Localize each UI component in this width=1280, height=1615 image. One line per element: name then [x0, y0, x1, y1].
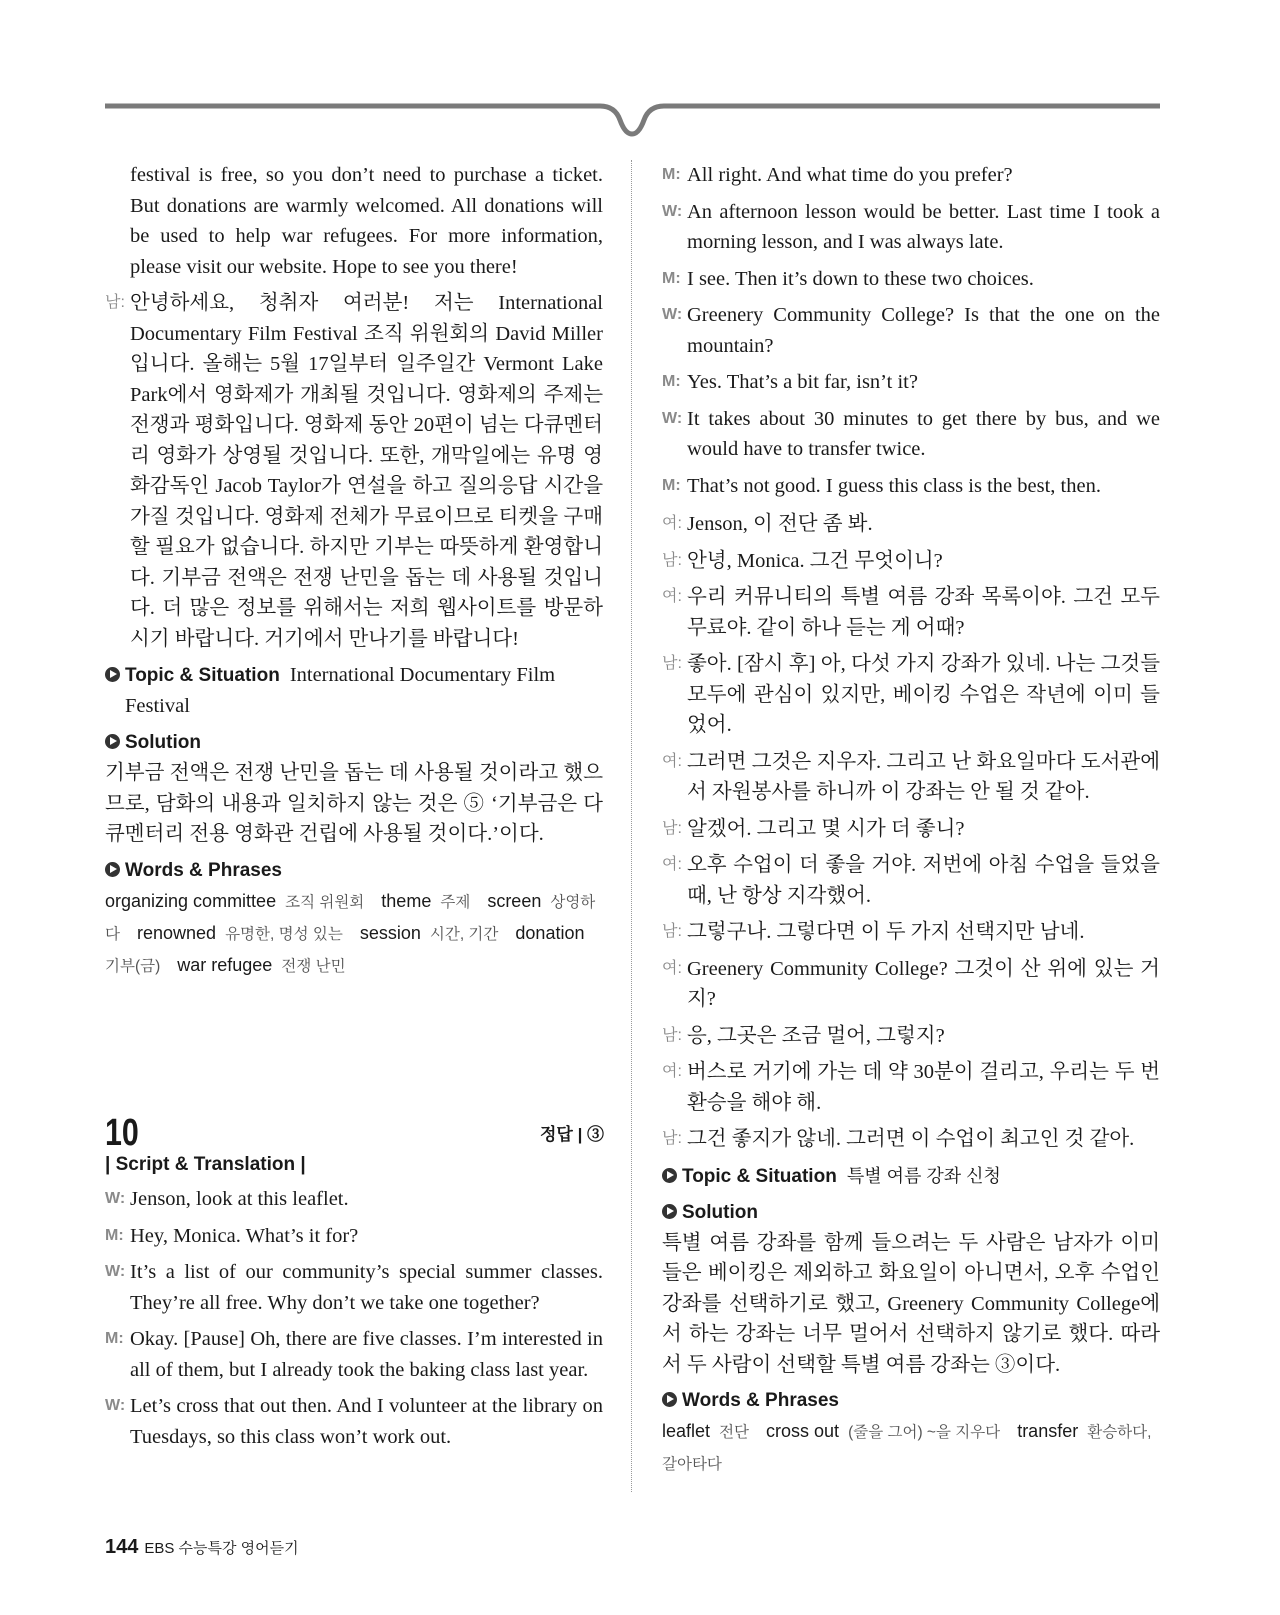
line-text: Let’s cross that out then. And I volunteer at the library on Tuesdays, so this class won’t work out. — [130, 1395, 603, 1448]
speaker-label: M: — [105, 1226, 124, 1244]
speaker-label: M: — [662, 166, 681, 183]
line-text: All right. And what time do you prefer? — [687, 164, 1013, 186]
dialogue-line — [662, 160, 1160, 191]
word-term: war refugee — [177, 954, 273, 975]
line-text: 그러면 그것은 지우자. 그리고 난 화요일마다 도서관에서 자원봉사를 하니까 이 강좌는 안 될 것 같아. — [687, 750, 1160, 803]
play-bullet-icon — [662, 1204, 677, 1219]
line-text: Jenson, look at this leaflet. — [130, 1188, 349, 1210]
question-number: 10 — [105, 1112, 139, 1154]
words-heading — [105, 856, 603, 886]
script-right — [662, 160, 1160, 501]
speaker-label: W: — [662, 202, 683, 220]
word-term: screen — [487, 890, 542, 911]
play-bullet-icon — [662, 1168, 677, 1183]
book-title: EBS 수능특강 영어듣기 — [144, 1540, 299, 1557]
left-column — [105, 160, 603, 982]
line-text: Greenery Community College? 그것이 산 위에 있는 거지? — [687, 957, 1160, 1010]
speaker-label: W: — [105, 1397, 126, 1414]
speaker-label: M: — [662, 269, 681, 287]
word-meaning: 상영하다 — [105, 893, 596, 943]
topic-value: International Documentary Film Festival — [125, 664, 556, 717]
speaker-label: 여: — [662, 856, 682, 873]
words-list — [105, 886, 603, 982]
line-text: Jenson, 이 전단 좀 봐. — [687, 513, 873, 535]
column-divider — [631, 160, 632, 1492]
translation-list — [662, 509, 1160, 1155]
word-meaning: 기부(금) — [105, 957, 161, 975]
speaker-label: 남: — [662, 923, 682, 940]
words-heading — [662, 1386, 1160, 1416]
dialogue-line — [662, 471, 1160, 502]
play-bullet-icon — [662, 1392, 677, 1407]
line-text: An afternoon lesson would be better. Last time I took a morning lesson, and I was always late. — [687, 200, 1160, 253]
dialogue-line — [105, 1391, 603, 1452]
words-list — [662, 1416, 1160, 1480]
word-meaning: 전단 — [719, 1424, 750, 1441]
line-text: It’s a list of our community’s special summer classes. They’re all free. Why don’t we take one together? — [130, 1261, 603, 1314]
topic-value: 특별 여름 강좌 신청 — [846, 1165, 1001, 1186]
speaker-label: W: — [105, 1190, 126, 1207]
speaker-label: W: — [105, 1263, 126, 1280]
word-term: organizing committee — [105, 890, 277, 911]
header-rule — [0, 0, 1280, 140]
word-meaning: 주제 — [440, 893, 471, 911]
dialogue-line — [662, 954, 1160, 1015]
word-meaning: 조직 위원회 — [285, 893, 365, 911]
speaker-label: W: — [662, 306, 683, 323]
speaker-label: 남: — [662, 1130, 682, 1147]
word-meaning: 환승하다, 갈아타다 — [662, 1424, 1152, 1473]
solution-text: 특별 여름 강좌를 함께 들으려는 두 사람은 남자가 이미 들은 베이킹은 제외하고 화요일이 아니면서, 오후 수업인 강좌를 선택하기로 했고, Greenery Community College에서 하는 강좌는 너무 멀어서 선택하지 않기로 했다. 따라서 두 사람이 선택할 특별 여름 강좌는 ③이다. — [662, 1231, 1160, 1376]
speaker-label: 남: — [662, 819, 682, 837]
line-text: It takes about 30 minutes to get there by bus, and we would have to transfer twice. — [687, 407, 1160, 460]
dialogue-line — [662, 747, 1160, 808]
dialogue-line — [105, 1257, 603, 1318]
topic-heading — [105, 660, 603, 722]
topic-label: Topic & Situation — [125, 665, 280, 686]
line-text: 좋아. [잠시 후] 아, 다섯 가지 강좌가 있네. 나는 그것들 모두에 관심이 있지만, 베이킹 수업은 작년에 이미 들었어. — [687, 653, 1160, 736]
line-text: Yes. That’s a bit far, isn’t it? — [687, 371, 918, 393]
word-term: leaflet — [662, 1421, 711, 1441]
line-text: I see. Then it’s down to these two choices. — [687, 267, 1034, 290]
line-text: Okay. [Pause] Oh, there are five classes. I’m interested in all of them, but I already took the baking class last year. — [130, 1328, 603, 1381]
dialogue-line — [662, 1057, 1160, 1118]
topic-heading — [662, 1161, 1160, 1192]
solution-heading — [662, 1198, 1160, 1228]
line-text: 우리 커뮤니티의 특별 여름 강좌 목록이야. 그건 모두 무료야. 같이 하나 듣는 게 어때? — [687, 586, 1160, 639]
speaker-label: 남: — [662, 1026, 682, 1044]
solution-label: Solution — [682, 1201, 758, 1223]
speaker-label: 여: — [662, 588, 682, 605]
dialogue-line — [105, 1324, 603, 1385]
dialogue-line — [662, 509, 1160, 540]
play-bullet-icon — [105, 667, 120, 682]
speaker-label: 여: — [662, 959, 682, 977]
speaker-label: 여: — [662, 1063, 682, 1080]
line-text: 응, 그곳은 조금 멀어, 그렇지? — [687, 1024, 945, 1047]
word-meaning: 전쟁 난민 — [281, 957, 346, 975]
word-term: session — [359, 922, 421, 943]
word-term: transfer — [1017, 1421, 1079, 1441]
speaker-label: M: — [105, 1330, 124, 1347]
solution-label: Solution — [125, 732, 201, 753]
words-label: Words & Phrases — [682, 1390, 839, 1411]
dialogue-line — [105, 1184, 603, 1215]
line-text: 그건 좋지가 않네. 그러면 이 수업이 최고인 것 같아. — [687, 1128, 1135, 1150]
dialogue-line — [662, 404, 1160, 465]
line-text: 버스로 거기에 가는 데 약 30분이 걸리고, 우리는 두 번 환승을 해야 해. — [687, 1061, 1160, 1114]
page-number: 144 — [105, 1536, 139, 1558]
play-bullet-icon — [105, 734, 120, 749]
speaker-label: 여: — [662, 752, 682, 770]
line-text: Hey, Monica. What’s it for? — [130, 1224, 359, 1247]
dialogue-line — [662, 582, 1160, 643]
line-text: That’s not good. I guess this class is the best, then. — [687, 474, 1101, 497]
word-meaning: 유명한, 명성 있는 — [225, 925, 343, 943]
script-title: | Script & Translation | — [105, 1154, 306, 1175]
line-text: 안녕, Monica. 그건 무엇이니? — [687, 549, 943, 572]
play-bullet-icon — [105, 862, 120, 877]
speaker-label: 남: — [105, 294, 125, 311]
word-term: donation — [515, 922, 585, 943]
dialogue-line — [662, 850, 1160, 911]
dialogue-line — [662, 264, 1160, 295]
line-text: 그렇구나. 그렇다면 이 두 가지 선택지만 남네. — [687, 921, 1085, 943]
footer — [105, 1536, 299, 1559]
dialogue-line — [662, 814, 1160, 845]
line-text: 알겠어. 그리고 몇 시가 더 좋니? — [687, 817, 965, 840]
dialogue-line — [662, 546, 1160, 577]
dialogue-line — [662, 197, 1160, 258]
dialogue-line — [662, 917, 1160, 948]
speaker-label: 남: — [662, 655, 682, 672]
speaker-label: 여: — [662, 515, 682, 532]
dialogue-line — [662, 649, 1160, 741]
word-term: cross out — [766, 1421, 840, 1441]
right-column — [662, 160, 1160, 1480]
dialogue-line — [105, 1221, 603, 1252]
script-continuation: festival is free, so you don’t need to purchase a ticket. But donations are warmly welcomed. All donations will be used to help war refugees. For more information, please visit our website. Hope to see you there! — [130, 164, 603, 278]
script-left — [105, 1184, 603, 1458]
solution-text: 기부금 전액은 전쟁 난민을 돕는 데 사용될 것이라고 했으므로, 담화의 내용과 일치하지 않는 것은 ⑤ ‘기부금은 다큐멘터리 전용 영화관 건립에 사용될 것이다.’이다. — [105, 762, 603, 845]
line-text: Greenery Community College? Is that the one on the mountain? — [687, 304, 1160, 357]
dialogue-line — [662, 1124, 1160, 1155]
line-text: 오후 수업이 더 좋을 거야. 저번에 아침 수업을 들었을 때, 난 항상 지각했어. — [687, 854, 1160, 907]
translation-paragraph — [105, 288, 603, 654]
speaker-label: 남: — [662, 551, 682, 569]
speaker-label: M: — [662, 476, 681, 494]
topic-label: Topic & Situation — [682, 1165, 837, 1187]
dialogue-line — [662, 367, 1160, 398]
speaker-label: M: — [662, 373, 681, 390]
word-meaning: (줄을 그어) ~을 지우다 — [848, 1424, 1001, 1441]
answer-label: 정답 | ③ — [540, 1125, 605, 1144]
words-label: Words & Phrases — [125, 859, 282, 881]
word-meaning: 시간, 기간 — [429, 925, 499, 943]
word-term: renowned — [137, 922, 217, 943]
translation-text: 안녕하세요, 청취자 여러분! 저는 International Documentary Film Festival 조직 위원회의 David Miller입니다. 올해는 5월 17일부터 일주일간 Vermont Lake Park에서 영화제가 개최될 것입니다. 영화제의 주제는 전쟁과 평화입니다. 영화제 동안 20편이 넘는 다큐멘터리 영화가 상영될 것입니다. 또한, 개막일에는 유명 영화감독인 Jacob Taylor가 연설을 하고 질의응답 시간을 가질 것입니다. 영화제 전체가 무료이므로 티켓을 구매할 필요가 없습니다. 하지만 기부는 따뜻하게 환영합니다. 기부금 전액은 전쟁 난민을 돕는 데 사용될 것입니다. 더 많은 정보를 위해서는 저희 웹사이트를 방문하시기 바랍니다. 거기에서 만나기를 바랍니다! — [130, 292, 603, 650]
word-term: theme — [381, 890, 432, 911]
dialogue-line — [662, 300, 1160, 361]
speaker-label: W: — [662, 409, 683, 427]
dialogue-line — [662, 1021, 1160, 1052]
solution-heading — [105, 728, 603, 758]
